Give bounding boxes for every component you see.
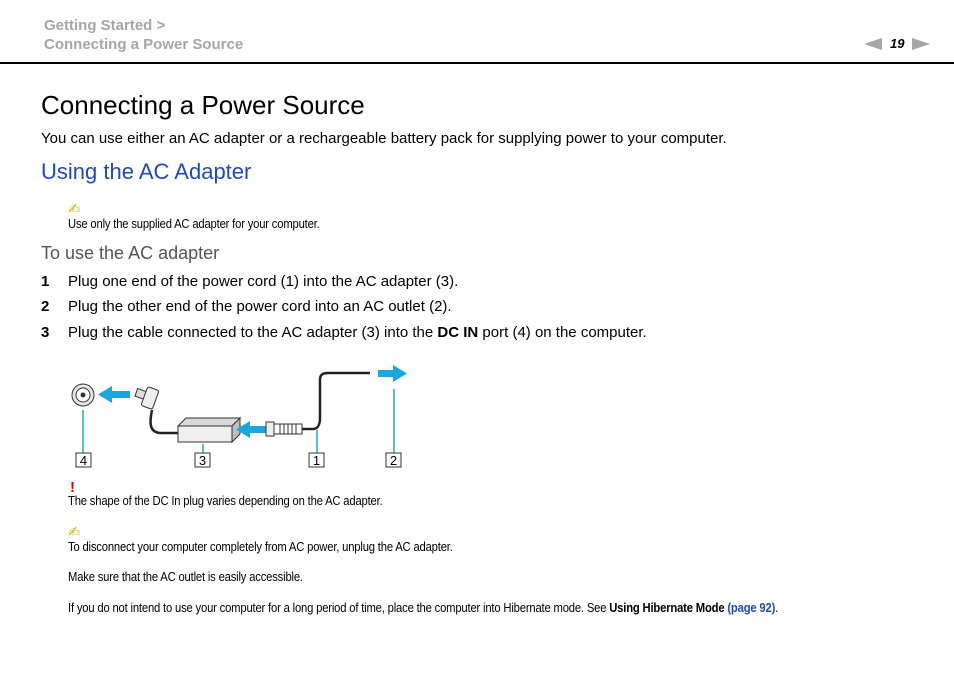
callout-3 xyxy=(195,453,210,468)
dc-in-label: DC IN xyxy=(437,324,479,341)
insert-cord-arrow-icon xyxy=(236,421,270,438)
step-text: Plug the other end of the power cord into an AC outlet (2). xyxy=(68,298,452,315)
callout-label: 4 xyxy=(79,453,88,468)
section-title: Using the AC Adapter xyxy=(41,159,252,184)
warning-text: The shape of the DC In plug varies depending on the AC adapter. xyxy=(68,494,383,508)
step-1 xyxy=(41,273,458,290)
hibernate-note: If you do not intend to use your computer for a long period of time, place the computer into Hibernate mode. See Using Hibernate Mode (page 92). xyxy=(68,601,779,615)
intro-text: You can use either an AC adapter or a rechargeable battery pack for supplying power to your computer. xyxy=(41,130,727,147)
note-text: Use only the supplied AC adapter for your computer. xyxy=(68,217,320,231)
dc-cable xyxy=(150,410,178,433)
callout-label: 1 xyxy=(312,453,321,468)
step-number: 3 xyxy=(41,324,50,341)
page-number: 19 xyxy=(890,36,905,51)
note-pencil-icon: ✍ xyxy=(68,200,81,218)
step-number: 2 xyxy=(41,298,50,315)
ac-adapter-connection-diagram xyxy=(60,360,420,475)
step-3 xyxy=(41,324,647,341)
step-number: 1 xyxy=(41,273,50,290)
warning-exclamation-icon: ! xyxy=(70,479,75,496)
callout-2 xyxy=(386,453,401,468)
outlet-arrow-icon xyxy=(378,365,407,382)
callout-label: 2 xyxy=(389,453,398,468)
page-92-link[interactable]: (page 92) xyxy=(727,601,776,615)
ac-adapter-brick-icon xyxy=(178,418,240,442)
previous-page-arrow-icon[interactable] xyxy=(864,38,882,50)
hibernate-mode-reference: Using Hibernate Mode xyxy=(609,601,725,615)
page-title: Connecting a Power Source xyxy=(41,90,365,120)
callout-label: 3 xyxy=(198,453,207,468)
power-cord xyxy=(302,373,370,429)
header-divider xyxy=(0,62,954,64)
note-text: Make sure that the AC outlet is easily accessible. xyxy=(68,570,303,584)
dc-in-port-icon xyxy=(72,384,94,406)
page-navigation xyxy=(864,36,930,51)
breadcrumb-parent[interactable]: Getting Started > xyxy=(44,17,166,34)
procedure-title: To use the AC adapter xyxy=(41,243,220,263)
callout-1 xyxy=(309,453,324,468)
note-pencil-icon: ✍ xyxy=(68,523,81,541)
step-2 xyxy=(41,298,452,315)
power-cord-connector-icon xyxy=(266,422,302,436)
callout-4 xyxy=(76,453,91,468)
dc-plug-icon xyxy=(135,387,159,410)
next-page-arrow-icon[interactable] xyxy=(912,38,930,50)
step-text: Plug one end of the power cord (1) into the AC adapter (3). xyxy=(68,273,459,290)
step-text: Plug the cable connected to the AC adapter (3) into the DC IN port (4) on the computer. xyxy=(68,324,647,341)
note-text: To disconnect your computer completely from AC power, unplug the AC adapter. xyxy=(68,540,453,554)
breadcrumb-current[interactable]: Connecting a Power Source xyxy=(44,36,244,53)
insert-plug-arrow-icon xyxy=(98,386,130,403)
